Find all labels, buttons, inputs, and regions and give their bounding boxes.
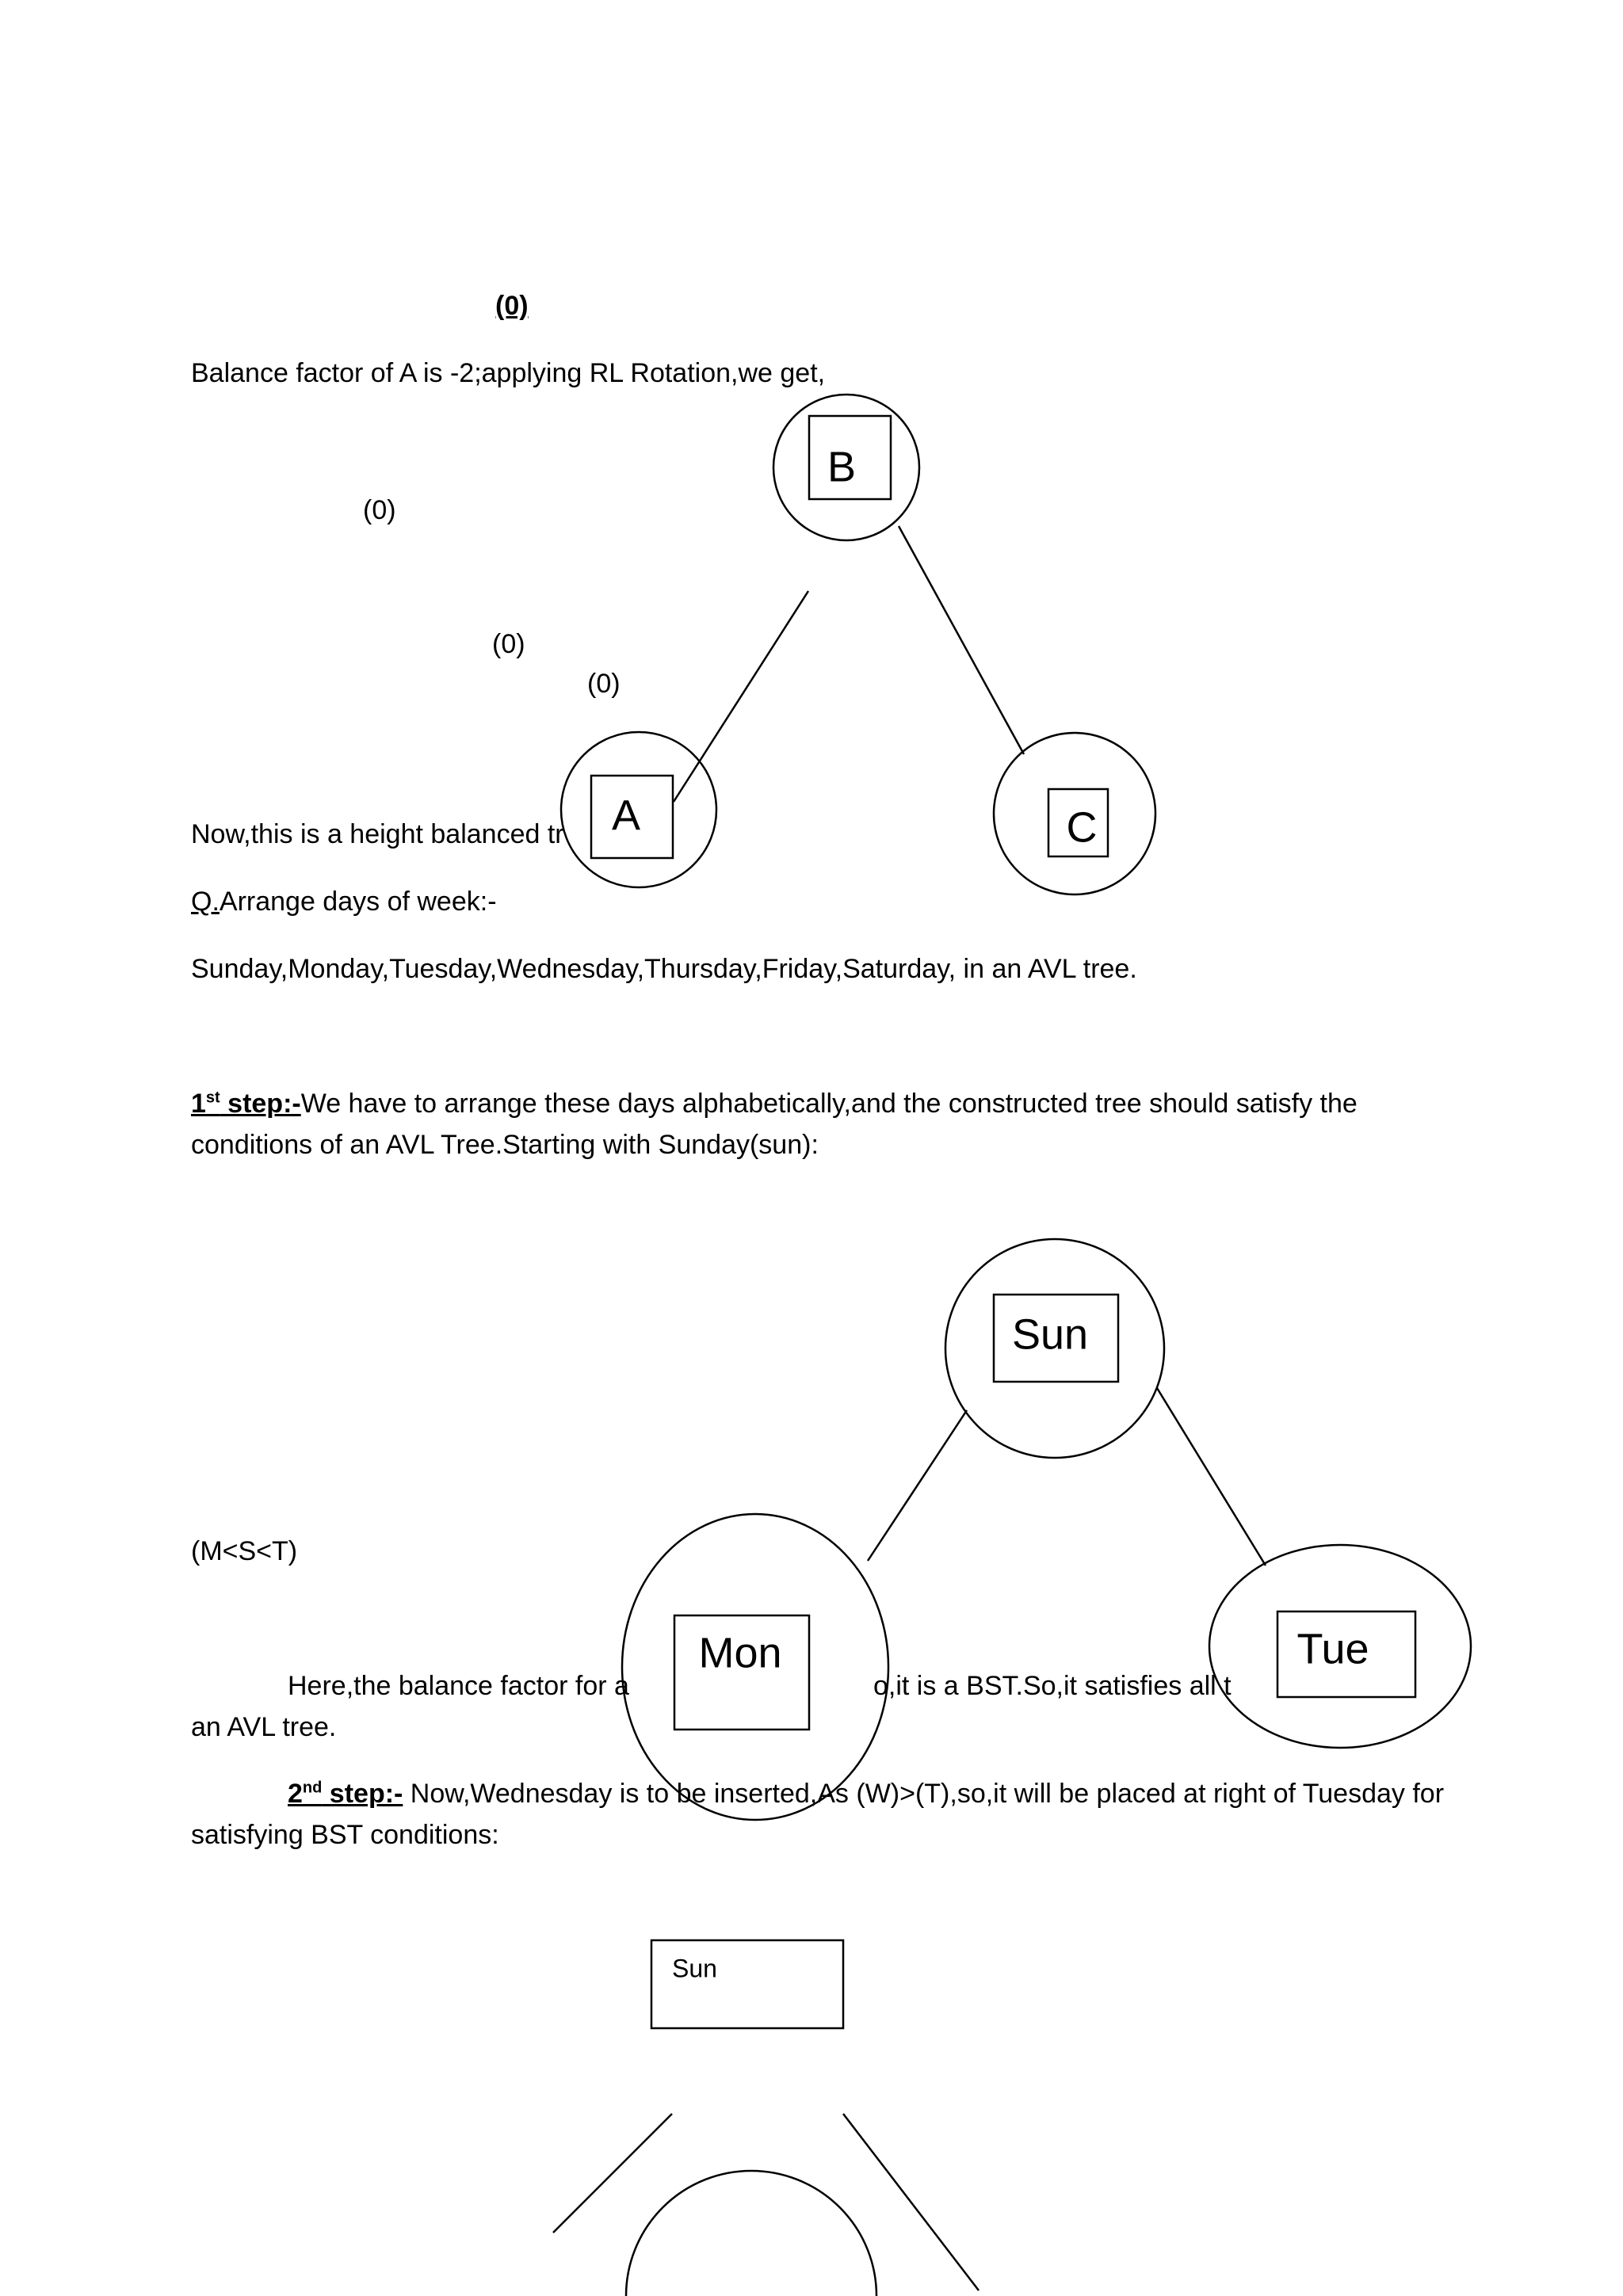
edge-sun-right-3 — [843, 2114, 979, 2290]
edge-b-c — [899, 526, 1024, 754]
height-balanced-line: Now,this is a height balanced tr — [191, 819, 564, 849]
node-sun-label: Sun — [1011, 1310, 1089, 1359]
step2-text: Now,Wednesday is to be inserted,As (W)>(T),so,it will be placed at right of Tuesday for — [403, 1779, 1445, 1809]
edge-sun-mon — [868, 1410, 967, 1561]
days-line: Sunday,Monday,Tuesday,Wednesday,Thursday,Friday,Saturday, in an AVL tree. — [191, 954, 1137, 984]
step1-line2: conditions of an AVL Tree.Starting with Sunday(sun): — [191, 1130, 819, 1160]
balance-zero: (0) — [587, 669, 621, 699]
step2-line2: satisfying BST conditions: — [191, 1820, 499, 1850]
inequality-note: (M<S<T) — [191, 1536, 298, 1566]
step1-text: We have to arrange these days alphabetically,and the constructed tree should satisfy the — [300, 1089, 1358, 1119]
balance-factor-line: Balance factor of A is -2;applying RL Rotation,we get, — [191, 358, 826, 388]
step1-line — [191, 1088, 1358, 1120]
node-tue-label: Tue — [1296, 1625, 1369, 1673]
here-line-right: o,it is a BST.So,it satisfies all t — [873, 1671, 1232, 1701]
edge-sun-tue — [1157, 1388, 1266, 1566]
balance-zero: (0) — [492, 629, 525, 659]
question-prefix: Q. — [191, 887, 220, 917]
question-line — [191, 886, 497, 918]
here-line-left: Here,the balance factor for a — [288, 1671, 629, 1701]
step2-line — [288, 1778, 1444, 1810]
balance-zero: (0) — [363, 495, 396, 525]
node-partial-circle-3 — [626, 2171, 876, 2296]
node-c-label: C — [1066, 803, 1098, 852]
edge-sun-left-3 — [553, 2114, 672, 2233]
edge-b-a — [674, 591, 808, 802]
node-a-label: A — [611, 791, 641, 840]
node-sun-label-3: Sun — [672, 1954, 717, 1983]
step1-heading: 1st step:- — [191, 1089, 301, 1119]
node-b-label: B — [827, 443, 857, 491]
node-mon-label: Mon — [698, 1629, 782, 1677]
question-text: Arrange days of week:- — [219, 887, 497, 917]
avl-line: an AVL tree. — [191, 1712, 337, 1742]
balance-zero-underlined: (0) — [495, 291, 529, 321]
step2-heading: 2nd step:- — [288, 1779, 403, 1809]
